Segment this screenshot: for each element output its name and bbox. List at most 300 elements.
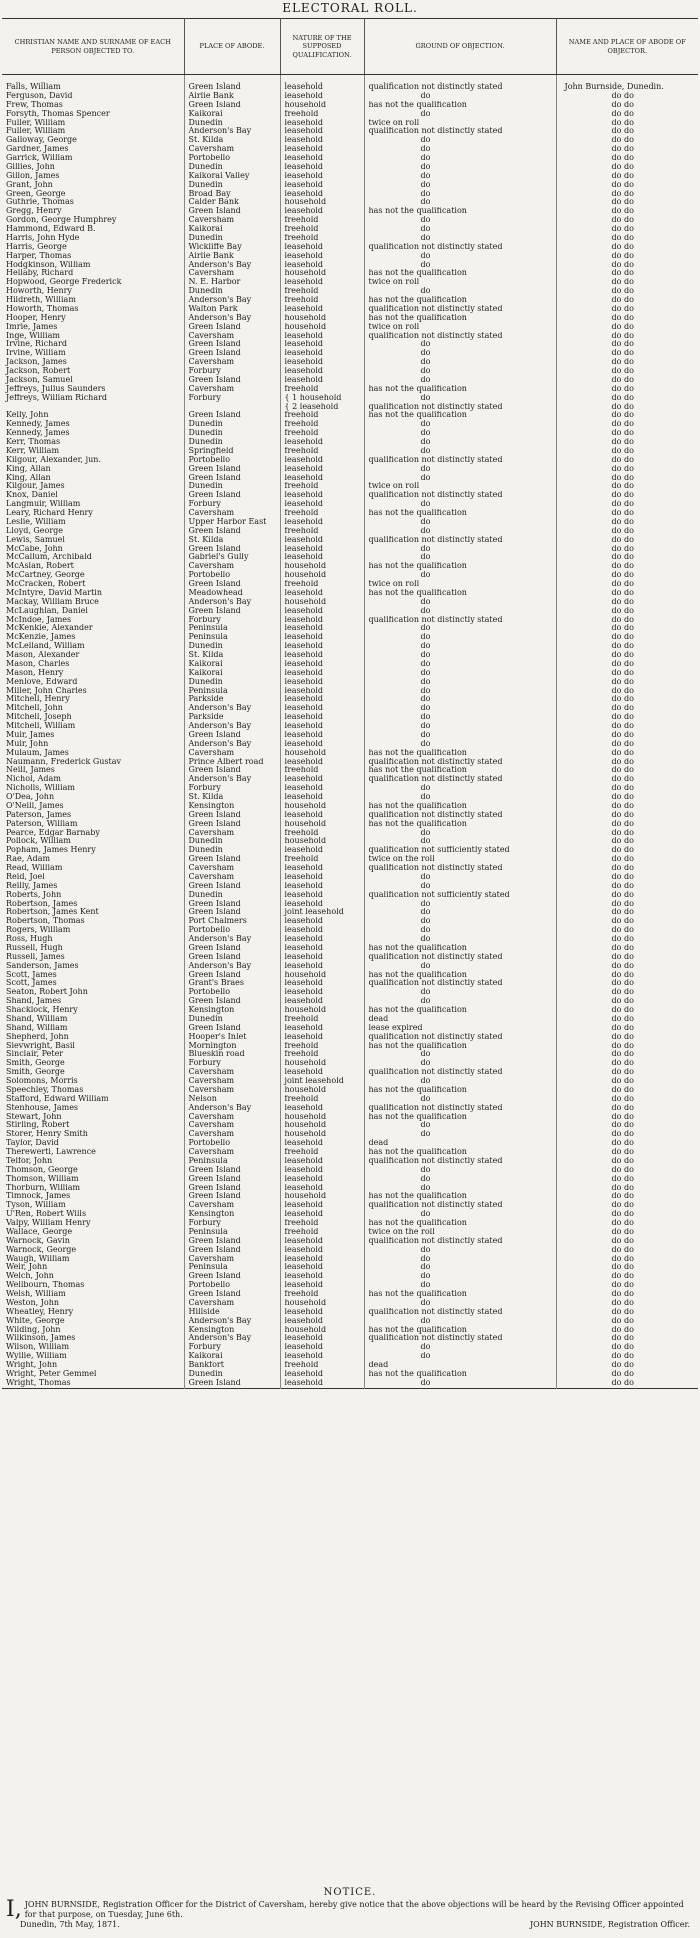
cell-nature: leasehold [280, 172, 364, 181]
table-row [2, 571, 698, 580]
cell-name: Storer, Henry Smith [6, 1130, 88, 1139]
cell-nature: leasehold [280, 873, 364, 882]
cell-objector: do do [556, 1379, 698, 1388]
cell-nature: freehold [280, 829, 364, 838]
cell-ground: do [364, 438, 556, 447]
cell-objector: do do [556, 367, 698, 376]
table-row [2, 1290, 698, 1299]
cell-abode: Gabriel's Gully [184, 553, 280, 562]
cell-nature: household [280, 1192, 364, 1201]
cell-name: O'Neill, James [6, 801, 64, 810]
cell-name: McCracken, Robert [6, 580, 86, 588]
cell-ground: do [364, 793, 556, 802]
cell-abode: Green Island [184, 944, 280, 953]
table-row [2, 127, 698, 136]
table-row [2, 172, 698, 181]
cell-name: Russell, Hugh [6, 943, 63, 952]
cell-nature: leasehold [280, 953, 364, 962]
cell-objector: do do [556, 216, 698, 225]
cell-objector: do do [556, 1068, 698, 1077]
cell-name: Kennedy, James [6, 420, 70, 429]
cell-nature: household [280, 749, 364, 758]
cell-objector: do do [556, 935, 698, 944]
cell-ground: do [364, 1272, 556, 1281]
cell-name: Fuller, William [6, 127, 66, 136]
cell-nature: leasehold [280, 358, 364, 367]
cell-nature: household [280, 837, 364, 846]
table-row [2, 110, 698, 119]
table-row [2, 1121, 698, 1130]
cell-name: McKenkie, Alexander [6, 624, 93, 633]
cell-objector: do do [556, 1299, 698, 1308]
cell-ground: do [364, 1210, 556, 1219]
table-row [2, 456, 698, 465]
cell-ground: qualification not distinctly stated [364, 536, 556, 545]
cell-objector: do do [556, 571, 698, 580]
cell-nature: leasehold [280, 1343, 364, 1352]
cell-objector: do do [556, 793, 698, 802]
cell-name: Imrie, James [6, 322, 58, 331]
cell-objector: do do [556, 660, 698, 669]
table-row [2, 367, 698, 376]
table-row [2, 988, 698, 997]
cell-abode: Green Island [184, 340, 280, 349]
cell-ground: qualification not distinctly stated [364, 1334, 556, 1343]
cell-nature: leasehold [280, 775, 364, 784]
cell-ground: has not the qualification [364, 1290, 556, 1299]
cell-objector: do do [556, 669, 698, 678]
cell-abode: Green Island [184, 376, 280, 385]
cell-nature: leasehold [280, 1157, 364, 1166]
table-row [2, 482, 698, 491]
cell-ground: do [364, 917, 556, 926]
cell-ground: do [364, 678, 556, 687]
cell-abode: Green Island [184, 855, 280, 864]
cell-abode: Green Island [184, 1290, 280, 1299]
table-row [2, 1059, 698, 1068]
table-row [2, 358, 698, 367]
cell-objector: do do [556, 713, 698, 722]
cell-name: Naumann, Frederick Gustav [6, 757, 122, 766]
table-row [2, 287, 698, 296]
cell-ground: do [364, 687, 556, 696]
cell-ground: do [364, 651, 556, 660]
cell-nature: joint leasehold [280, 908, 364, 917]
cell-nature: leasehold [280, 340, 364, 349]
cell-ground: do [364, 873, 556, 882]
cell-abode: Portobello [184, 571, 280, 580]
table-row [2, 465, 698, 474]
cell-nature: leasehold [280, 900, 364, 909]
cell-abode: Green Island [184, 882, 280, 891]
cell-objector: do do [556, 1228, 698, 1237]
cell-name: Neill, James [6, 766, 55, 775]
cell-nature: leasehold [280, 1352, 364, 1361]
cell-name: Nichol, Adam [6, 775, 61, 784]
table-row [2, 651, 698, 660]
table-row [2, 1219, 698, 1228]
cell-objector: do do [556, 234, 698, 243]
cell-ground: has not the qualification [364, 411, 556, 420]
cell-nature: leasehold [280, 190, 364, 199]
cell-name: Valpy, William Henry [6, 1219, 91, 1227]
cell-objector: do do [556, 1334, 698, 1343]
cell-objector: do do [556, 1166, 698, 1175]
table-row [2, 403, 698, 412]
cell-ground: do [364, 1059, 556, 1068]
cell-abode: Anderson's Bay [184, 704, 280, 713]
cell-name: Stafford, Edward William [6, 1094, 109, 1103]
cell-abode: Green Island [184, 1175, 280, 1184]
cell-abode: Caversham [184, 1148, 280, 1157]
cell-abode: Green Island [184, 971, 280, 980]
cell-nature: leasehold [280, 518, 364, 527]
cell-objector: do do [556, 110, 698, 119]
cell-name: McCabe, John [6, 544, 63, 553]
cell-abode: Green Island [184, 580, 280, 589]
cell-abode: St. Kilda [184, 536, 280, 545]
cell-objector: do do [556, 411, 698, 420]
cell-abode: Green Island [184, 491, 280, 500]
cell-abode: Green Island [184, 1272, 280, 1281]
cell-name: Jeffreys, Julius Saunders [6, 384, 106, 393]
cell-objector: do do [556, 429, 698, 438]
cell-abode: Mornington [184, 1042, 280, 1051]
cell-nature: leasehold [280, 243, 364, 252]
cell-nature: freehold [280, 411, 364, 420]
cell-objector: do do [556, 252, 698, 261]
cell-name: Rae, Adam [6, 855, 51, 864]
cell-objector: do do [556, 1290, 698, 1299]
cell-ground: qualification not distinctly stated [364, 75, 556, 92]
cell-nature: leasehold [280, 642, 364, 651]
cell-nature: leasehold [280, 349, 364, 358]
cell-ground: do [364, 1255, 556, 1264]
table-row [2, 580, 698, 589]
cell-objector: do do [556, 979, 698, 988]
cell-name: Kennedy, James [6, 429, 70, 438]
cell-abode: Green Island [184, 1024, 280, 1033]
cell-ground: has not the qualification [364, 1326, 556, 1335]
cell-name: Wilkinson, James [6, 1334, 76, 1343]
table-row [2, 687, 698, 696]
cell-name: Jeffreys, William Richard [6, 393, 108, 402]
cell-name: Reilly, James [6, 881, 58, 890]
cell-name: Speechley, Thomas [6, 1085, 84, 1094]
cell-abode: Dunedin [184, 234, 280, 243]
table-row [2, 784, 698, 793]
cell-nature: freehold [280, 855, 364, 864]
cell-name: Mitchell, William [6, 722, 76, 730]
cell-abode: Caversham [184, 216, 280, 225]
cell-name: Hodgkinson, William [6, 260, 91, 269]
cell-name: Stirling, Robert [6, 1121, 70, 1130]
cell-ground: has not the qualification [364, 766, 556, 775]
cell-nature: leasehold [280, 1334, 364, 1343]
cell-ground: do [364, 429, 556, 438]
cell-ground: has not the qualification [364, 1086, 556, 1095]
cell-objector: do do [556, 882, 698, 891]
cell-nature: leasehold [280, 740, 364, 749]
cell-name: Waugh, William [6, 1254, 70, 1263]
cell-abode: Caversham [184, 1255, 280, 1264]
cell-nature: joint leasehold [280, 1077, 364, 1086]
cell-objector: do do [556, 509, 698, 518]
cell-objector: do do [556, 616, 698, 625]
cell-nature: leasehold [280, 988, 364, 997]
cell-objector: do do [556, 1237, 698, 1246]
cell-abode: Caversham [184, 873, 280, 882]
table-row [2, 136, 698, 145]
cell-ground: qualification not distinctly stated [364, 1068, 556, 1077]
cell-ground: has not the qualification [364, 296, 556, 305]
cell-abode: Green Island [184, 545, 280, 554]
table-row [2, 154, 698, 163]
cell-ground: do [364, 740, 556, 749]
cell-name: Mason, Henry [6, 668, 64, 677]
table-row [2, 1201, 698, 1210]
cell-ground: qualification not distinctly stated [364, 864, 556, 873]
cell-abode: Walton Park [184, 305, 280, 314]
cell-abode: Forbury [184, 500, 280, 509]
cell-ground: lease expired [364, 1024, 556, 1033]
cell-ground: has not the qualification [364, 562, 556, 571]
cell-abode: Kaikorai [184, 1352, 280, 1361]
cell-name: Popham, James Henry [6, 846, 96, 855]
cell-ground: has not the qualification [364, 589, 556, 598]
cell-nature: leasehold [280, 145, 364, 154]
table-row [2, 527, 698, 536]
table-row [2, 92, 698, 101]
cell-abode: Grant's Braes [184, 979, 280, 988]
cell-name: Kerr, Thomas [6, 438, 61, 446]
cell-abode: Peninsula [184, 687, 280, 696]
cell-ground: do [364, 518, 556, 527]
cell-objector: do do [556, 784, 698, 793]
table-row [2, 624, 698, 633]
table-row [2, 766, 698, 775]
cell-abode: Caversham [184, 1121, 280, 1130]
cell-nature: leasehold [280, 1033, 364, 1042]
cell-abode: Portobello [184, 1139, 280, 1148]
cell-nature: freehold [280, 1219, 364, 1228]
cell-nature: leasehold [280, 660, 364, 669]
cell-objector: do do [556, 829, 698, 838]
cell-ground: qualification not distinctly stated [364, 758, 556, 767]
cell-objector: do do [556, 207, 698, 216]
cell-abode: Green Island [184, 1237, 280, 1246]
cell-name: Mason, Charles [6, 659, 70, 668]
cell-name: Mason, Alexander [6, 651, 80, 659]
table-row [2, 1086, 698, 1095]
cell-objector: do do [556, 456, 698, 465]
cell-objector: do do [556, 704, 698, 713]
cell-ground: do [364, 394, 556, 403]
cell-abode: Airlie Bank [184, 92, 280, 101]
cell-name: McAslan, Robert [6, 562, 74, 571]
cell-abode: Caversham [184, 1077, 280, 1086]
cell-nature: freehold [280, 527, 364, 536]
cell-abode: Springfield [184, 447, 280, 456]
cell-abode: Caversham [184, 358, 280, 367]
table-row [2, 731, 698, 740]
cell-objector: do do [556, 775, 698, 784]
cell-objector: do do [556, 731, 698, 740]
cell-nature: leasehold [280, 1024, 364, 1033]
table-row [2, 518, 698, 527]
cell-abode: Caversham [184, 145, 280, 154]
table-row [2, 1272, 698, 1281]
cell-abode: Green Island [184, 731, 280, 740]
table-row [2, 1015, 698, 1024]
cell-abode: Forbury [184, 1343, 280, 1352]
cell-name: Muir, James [6, 730, 55, 739]
table-row [2, 545, 698, 554]
cell-name [2, 403, 184, 412]
cell-nature: household [280, 1059, 364, 1068]
cell-nature: household [280, 1130, 364, 1139]
table-row [2, 935, 698, 944]
table-row [2, 1113, 698, 1122]
cell-name: Wyllie, William [6, 1352, 67, 1361]
cell-nature: leasehold [280, 367, 364, 376]
cell-ground: has not the qualification [364, 1192, 556, 1201]
cell-nature: leasehold [280, 997, 364, 1006]
cell-abode: Kaikorai [184, 660, 280, 669]
table-row [2, 394, 698, 403]
cell-nature: leasehold [280, 864, 364, 873]
cell-objector: do do [556, 403, 698, 412]
table-row [2, 1237, 698, 1246]
cell-ground: qualification not distinctly stated [364, 1104, 556, 1113]
cell-objector: do do [556, 127, 698, 136]
cell-ground: qualification not distinctly stated [364, 1201, 556, 1210]
cell-abode: Caversham [184, 1068, 280, 1077]
cell-abode: St. Kilda [184, 651, 280, 660]
table-row [2, 340, 698, 349]
cell-abode: Anderson's Bay [184, 722, 280, 731]
cell-objector: do do [556, 1121, 698, 1130]
cell-objector: do do [556, 1077, 698, 1086]
cell-abode: Caversham [184, 1299, 280, 1308]
cell-ground: do [364, 695, 556, 704]
cell-name: King, Allan [6, 473, 51, 482]
cell-name: Lloyd, George [6, 526, 64, 535]
cell-ground: qualification not distinctly stated [364, 1033, 556, 1042]
cell-name: Shacklock, Henry [6, 1006, 78, 1014]
cell-abode: Anderson's Bay [184, 598, 280, 607]
cell-name: Muir, John [6, 739, 49, 748]
cell-nature: household [280, 562, 364, 571]
cell-objector: do do [556, 766, 698, 775]
cell-abode: Kaikorai Valley [184, 172, 280, 181]
cell-abode: Caversham [184, 864, 280, 873]
cell-nature: leasehold [280, 465, 364, 474]
cell-nature: leasehold [280, 92, 364, 101]
cell-name: Gregg, Henry [6, 207, 62, 216]
table-header-row [2, 19, 698, 75]
header-abode: PLACE OF ABODE. [184, 19, 280, 75]
cell-nature: household [280, 1121, 364, 1130]
cell-ground: qualification not distinctly stated [364, 456, 556, 465]
table-row [2, 873, 698, 882]
cell-name: Shand, William [6, 1014, 68, 1023]
table-row [2, 376, 698, 385]
cell-nature: leasehold [280, 687, 364, 696]
cell-objector: do do [556, 358, 698, 367]
cell-abode: N. E. Harbor [184, 278, 280, 287]
cell-ground: do [364, 1077, 556, 1086]
cell-ground: do [364, 607, 556, 616]
cell-abode: Anderson's Bay [184, 296, 280, 305]
cell-ground: do [364, 1317, 556, 1326]
cell-objector: do do [556, 1184, 698, 1193]
cell-objector: do do [556, 305, 698, 314]
cell-abode: Forbury [184, 784, 280, 793]
cell-objector: do do [556, 438, 698, 447]
cell-ground: has not the qualification [364, 1148, 556, 1157]
cell-abode: Portobello [184, 988, 280, 997]
cell-objector: do do [556, 1210, 698, 1219]
table-row [2, 1281, 698, 1290]
cell-name: Seaton, Robert John [6, 988, 88, 997]
table-row [2, 722, 698, 731]
table-row [2, 181, 698, 190]
cell-ground: has not the qualification [364, 1006, 556, 1015]
cell-name: Weir, John [6, 1263, 48, 1272]
cell-nature: leasehold [280, 474, 364, 483]
cell-nature: household [280, 198, 364, 207]
cell-nature: household [280, 1113, 364, 1122]
cell-nature: household [280, 820, 364, 829]
cell-objector: do do [556, 971, 698, 980]
cell-objector: do do [556, 1015, 698, 1024]
cell-nature: leasehold [280, 305, 364, 314]
cell-ground: qualification not distinctly stated [364, 811, 556, 820]
cell-ground: has not the qualification [364, 1113, 556, 1122]
cell-ground: do [364, 225, 556, 234]
table-row [2, 234, 698, 243]
cell-abode: Dunedin [184, 678, 280, 687]
cell-abode: Dunedin [184, 642, 280, 651]
cell-abode: Dunedin [184, 429, 280, 438]
table-row [2, 855, 698, 864]
cell-name: Forsyth, Thomas Spencer [6, 109, 110, 118]
cell-objector: do do [556, 136, 698, 145]
cell-nature: leasehold [280, 926, 364, 935]
cell-abode: Meadowhead [184, 589, 280, 598]
cell-objector: do do [556, 962, 698, 971]
cell-name: Wright, John [6, 1361, 58, 1369]
table-row [2, 447, 698, 456]
cell-nature: leasehold [280, 607, 364, 616]
cell-objector: do do [556, 145, 698, 154]
cell-objector: John Burnside, Dunedin. [556, 75, 698, 92]
cell-name: Harris, George [6, 242, 67, 251]
cell-nature: household [280, 1086, 364, 1095]
cell-abode: Dunedin [184, 119, 280, 128]
cell-nature: leasehold [280, 784, 364, 793]
cell-abode: Caversham [184, 829, 280, 838]
table-row [2, 775, 698, 784]
cell-ground: twice on roll [364, 119, 556, 128]
table-row [2, 207, 698, 216]
cell-ground: do [364, 136, 556, 145]
table-row [2, 1130, 698, 1139]
cell-name: Irvine, Richard [6, 340, 67, 349]
table-row [2, 820, 698, 829]
table-row [2, 119, 698, 128]
